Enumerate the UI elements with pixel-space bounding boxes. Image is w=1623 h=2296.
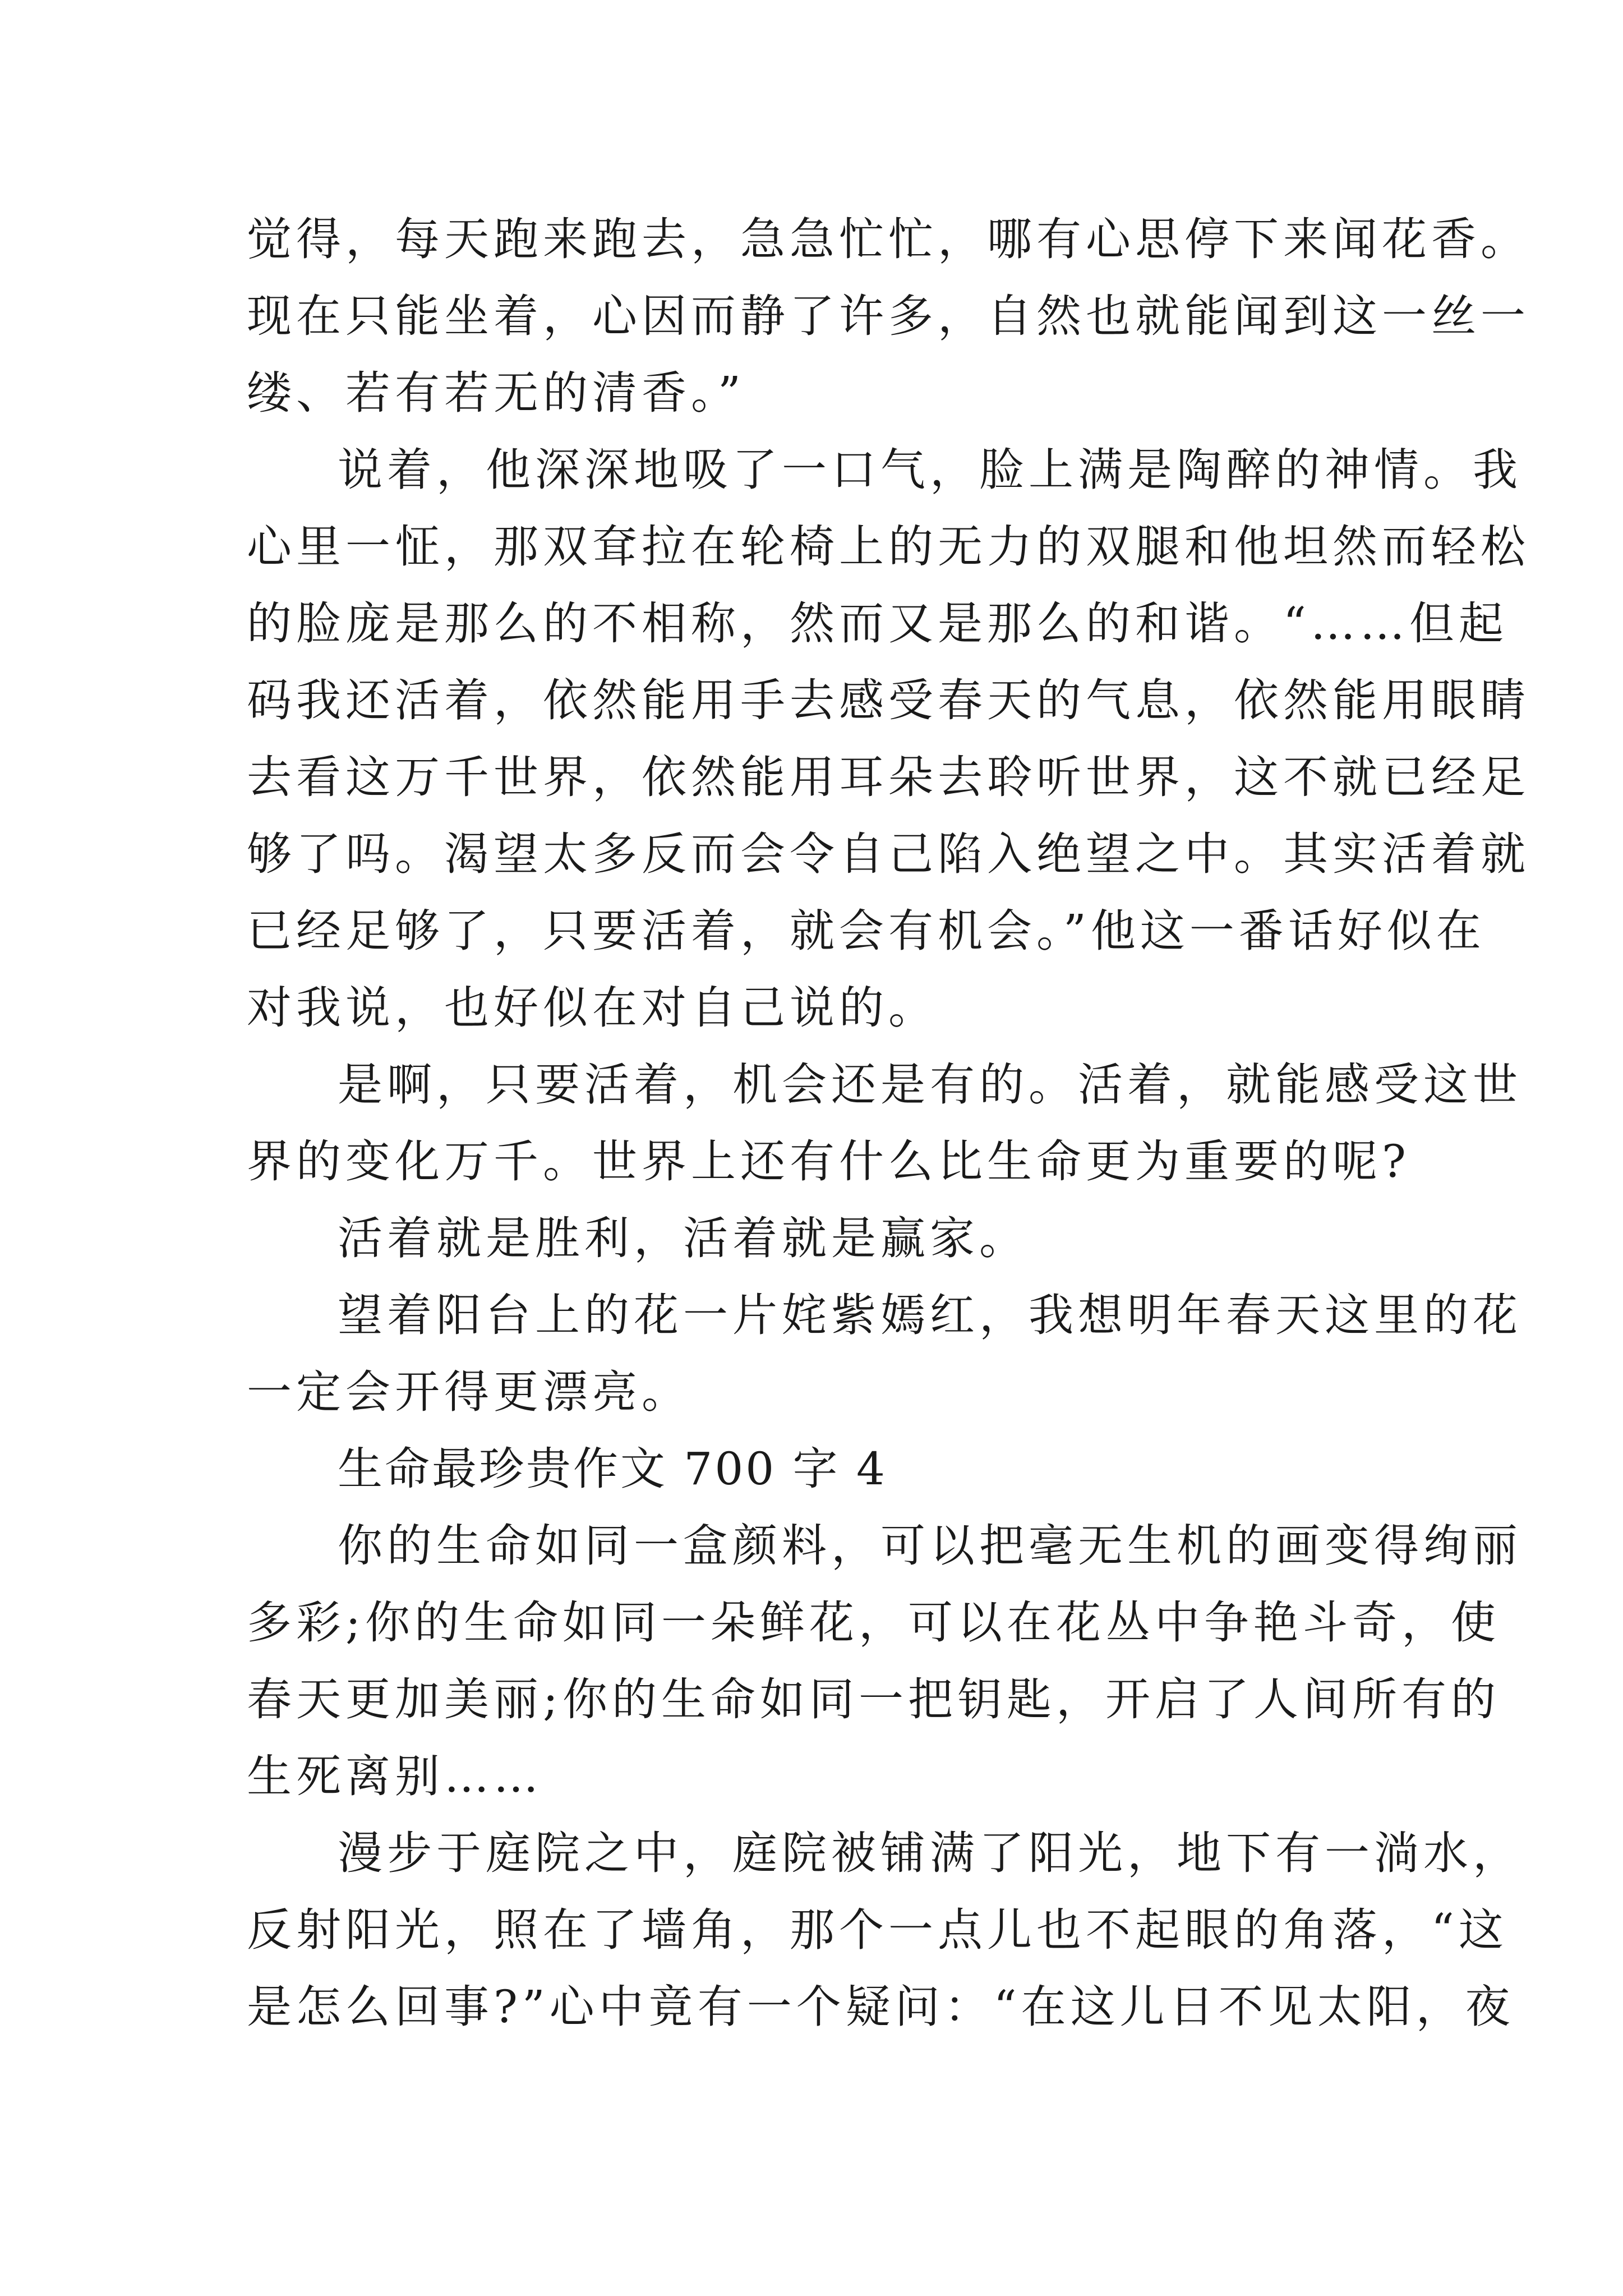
text-line: 缕、若有若无的清香。”: [247, 367, 745, 419]
text-line: 多彩;你的生命如同一朵鲜花，可以在花丛中争艳斗奇，使: [247, 1596, 1500, 1649]
text-line: 去看这万千世界，依然能用耳朵去聆听世界，这不就已经足: [247, 751, 1530, 803]
text-line: 的脸庞是那么的不相称，然而又是那么的和谐。“……但起: [247, 597, 1508, 650]
paragraph-start-line: 你的生命如同一盒颜料，可以把毫无生机的画变得绚丽: [338, 1520, 1522, 1572]
text-line: 够了吗。渴望太多反而会令自己陷入绝望之中。其实活着就: [247, 828, 1530, 880]
text-line: 界的变化万千。世界上还有什么比生命更为重要的呢?: [247, 1135, 1410, 1188]
section-heading: 生命最珍贵作文 700 字 4: [338, 1443, 887, 1495]
text-line: 一定会开得更漂亮。: [247, 1366, 691, 1418]
text-line: 现在只能坐着，心因而静了许多，自然也就能闻到这一丝一: [247, 290, 1530, 342]
text-line: 心里一怔，那双耷拉在轮椅上的无力的双腿和他坦然而轻松: [247, 521, 1530, 573]
paragraph-start-line: 活着就是胜利，活着就是赢家。: [338, 1212, 1029, 1264]
paragraph-start-line: 望着阳台上的花一片姹紫嫣红，我想明年春天这里的花: [338, 1289, 1522, 1341]
text-line: 对我说，也好似在对自己说的。: [247, 982, 938, 1034]
paragraph-start-line: 是啊，只要活着，机会还是有的。活着，就能感受这世: [338, 1059, 1522, 1111]
text-line: 是怎么回事?”心中竟有一个疑问：“在这儿日不见太阳，夜: [247, 1981, 1515, 2033]
paragraph-start-line: 漫步于庭院之中，庭院被铺满了阳光，地下有一淌水，: [338, 1827, 1522, 1879]
body-text: [247, 201, 1530, 2045]
paragraph-start-line: 说着，他深深地吸了一口气，脸上满是陶醉的神情。我: [338, 444, 1522, 496]
text-line: 码我还活着，依然能用手去感受春天的气息，依然能用眼睛: [247, 674, 1530, 726]
text-line: 已经足够了，只要活着，就会有机会。”他这一番话好似在: [247, 905, 1486, 957]
text-line: 生死离别……: [247, 1750, 543, 1802]
text-line: 觉得，每天跑来跑去，急急忙忙，哪有心思停下来闻花香。: [247, 213, 1530, 265]
text-line: 春天更加美丽;你的生命如同一把钥匙，开启了人间所有的: [247, 1673, 1500, 1726]
text-line: 反射阳光，照在了墙角，那个一点儿也不起眼的角落，“这: [247, 1904, 1508, 1956]
